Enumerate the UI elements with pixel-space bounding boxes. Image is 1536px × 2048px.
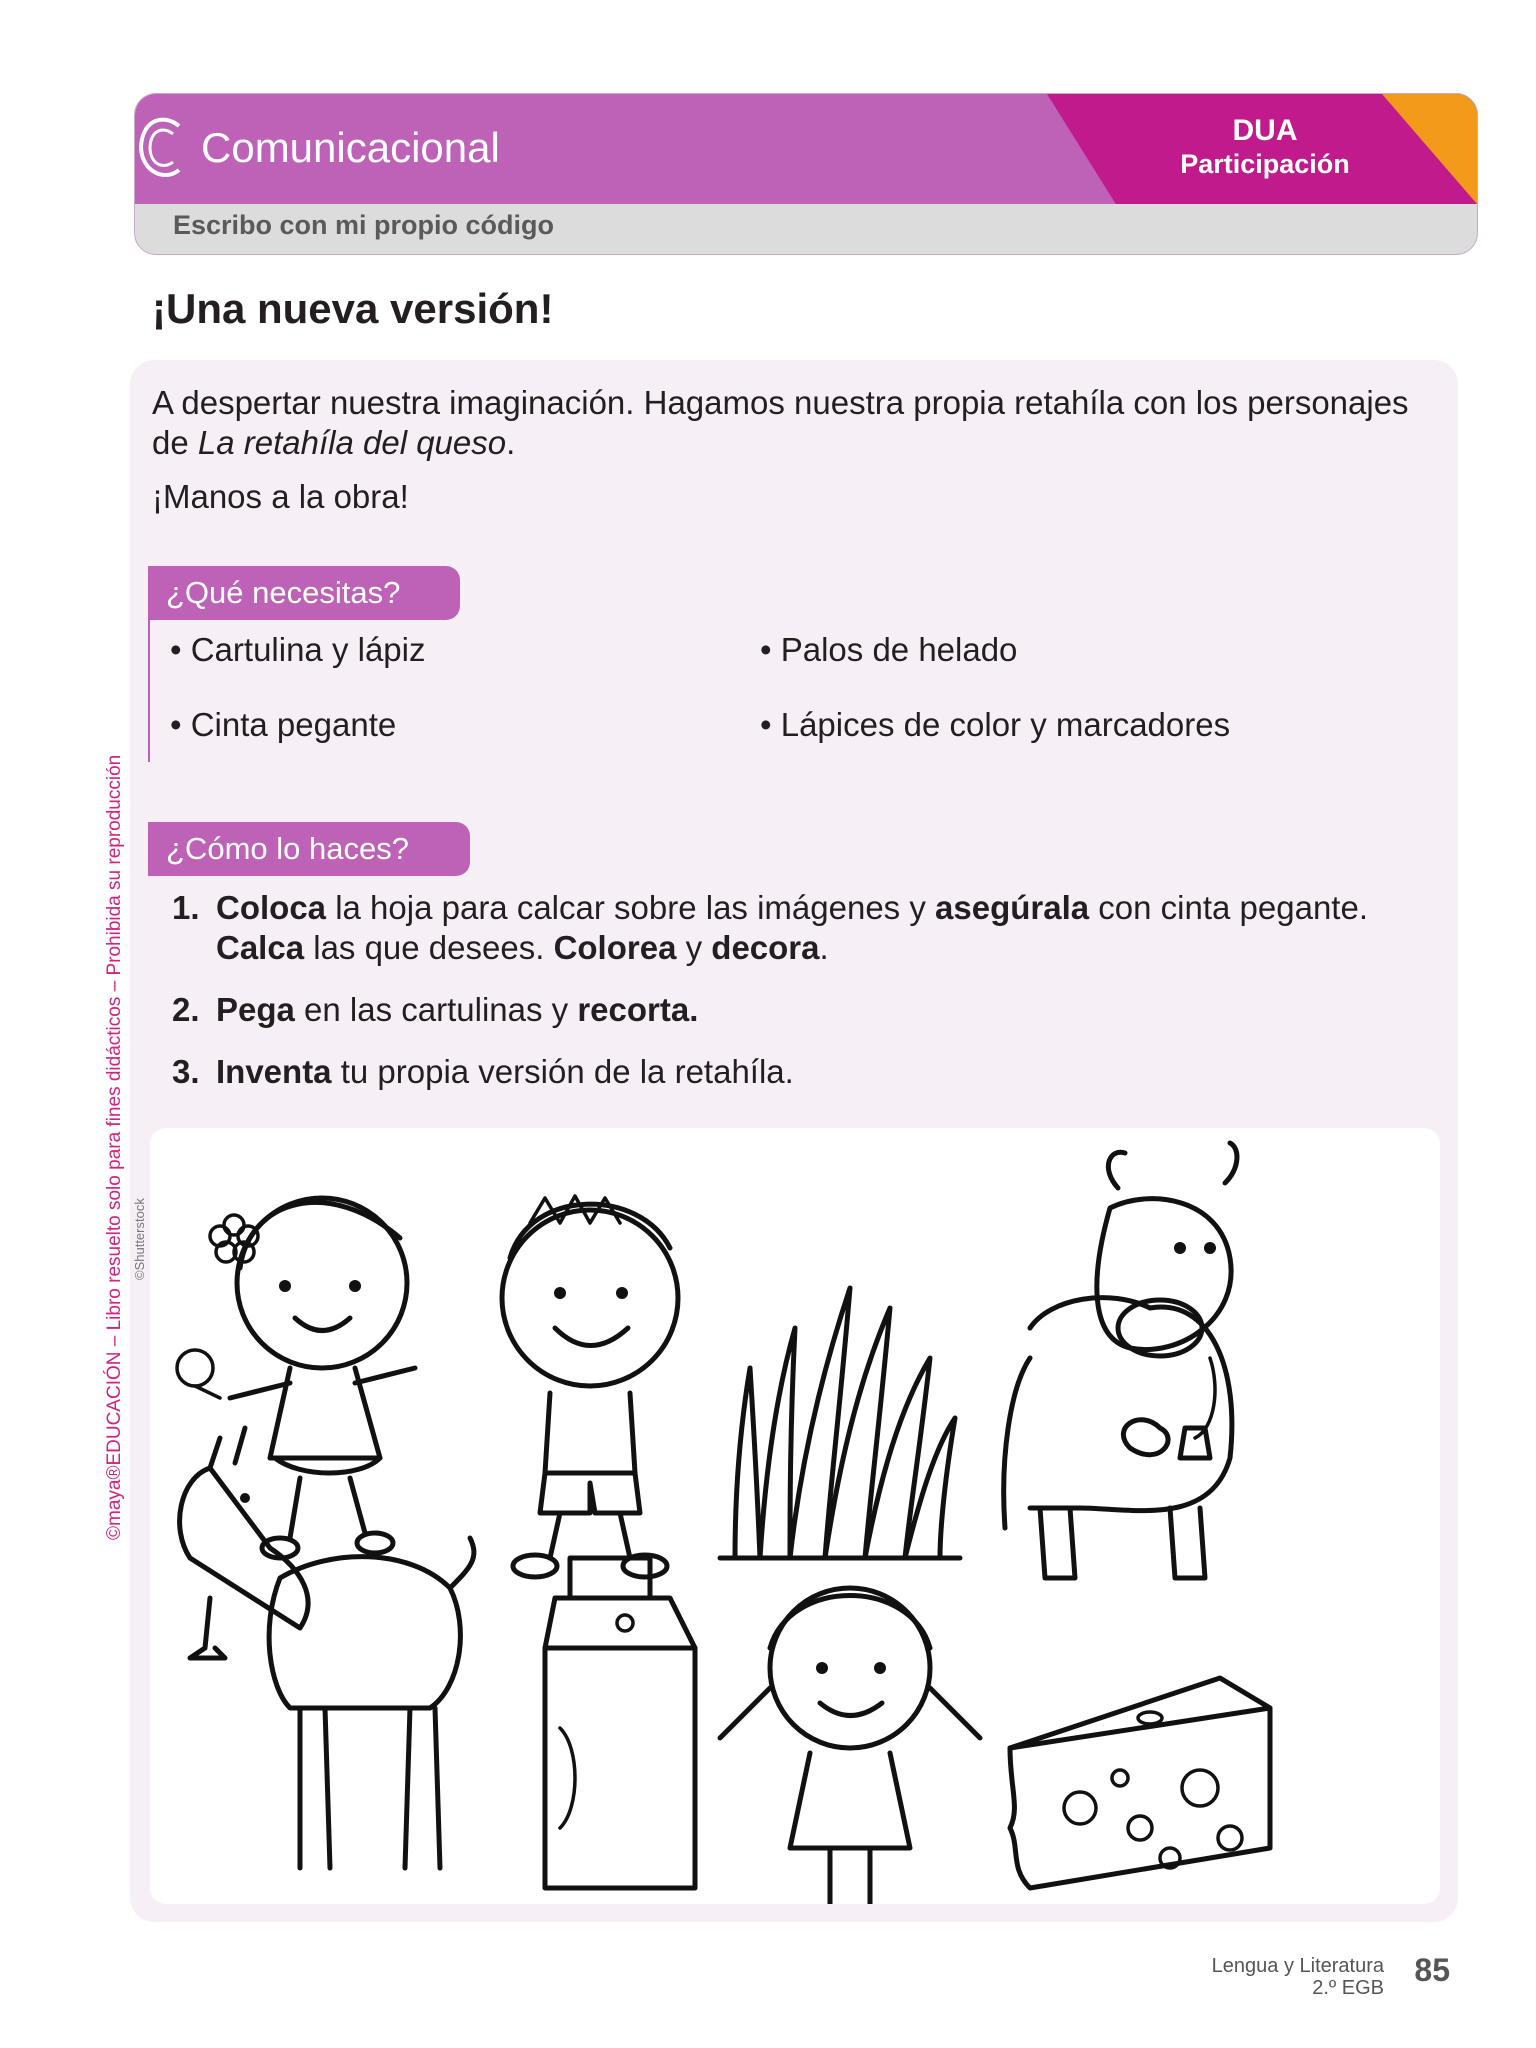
step-item bbox=[170, 888, 1410, 968]
grade-level: 2.º EGB bbox=[1312, 1977, 1384, 1999]
step-text: y bbox=[676, 929, 712, 966]
step-number: 1. bbox=[172, 889, 200, 926]
needs-heading: ¿Qué necesitas? bbox=[148, 566, 460, 620]
step-text: con cinta pegante. bbox=[1089, 889, 1368, 926]
step-item bbox=[170, 1052, 1410, 1092]
footer-subject bbox=[1212, 1955, 1384, 1999]
step-verb: Inventa bbox=[216, 1053, 332, 1090]
grass-image bbox=[720, 1288, 960, 1558]
intro-line-start: A despertar nuestra imaginación. Hagamos nuestra propia retahíla con los personajes de bbox=[152, 384, 1409, 461]
step-text: en las cartulinas y bbox=[294, 991, 578, 1028]
cow-image bbox=[1004, 1143, 1237, 1578]
boy-image bbox=[502, 1196, 678, 1577]
illustrations-panel bbox=[150, 1128, 1440, 1904]
copyright-notice: ©maya®EDUCACIÓN – Libro resuelto solo para fines didácticos – Prohibida su reproducción bbox=[104, 754, 125, 1540]
dua-subtitle: Participación bbox=[1180, 149, 1350, 179]
subject-name: Lengua y Literatura bbox=[1211, 1955, 1384, 1977]
intro-line-end: . bbox=[506, 424, 516, 461]
cheese-image bbox=[1010, 1678, 1270, 1888]
step-verb: Pega bbox=[216, 991, 295, 1028]
intro-text bbox=[152, 383, 1412, 531]
goat-image bbox=[180, 1428, 474, 1868]
intro-paragraph bbox=[152, 383, 1412, 463]
intro-cta: ¡Manos a la obra! bbox=[152, 478, 409, 515]
step-text: . bbox=[819, 929, 829, 966]
book-title: La retahíla del queso bbox=[197, 424, 507, 461]
illustration-canvas bbox=[150, 1128, 1440, 1904]
steps-heading: ¿Cómo lo haces? bbox=[148, 822, 470, 876]
girl-with-flower-image bbox=[177, 1198, 415, 1558]
girl-with-pigtails-image bbox=[720, 1588, 980, 1904]
step-verb: decora bbox=[711, 929, 820, 966]
step-verb: Coloca bbox=[216, 889, 327, 926]
section-header bbox=[134, 93, 1478, 255]
section-subtitle: Escribo con mi propio código bbox=[173, 210, 555, 240]
image-credit: ©Shutterstock bbox=[132, 1198, 147, 1280]
step-number: 3. bbox=[172, 1053, 200, 1090]
step-text: las que desees. bbox=[304, 929, 554, 966]
step-item bbox=[170, 990, 1410, 1030]
step-text: la hoja para calcar sobre las imágenes y bbox=[326, 889, 936, 926]
list-item: • Cartulina y lápiz bbox=[170, 631, 426, 668]
page-number: 85 bbox=[1414, 1952, 1450, 1988]
step-verb: Calca bbox=[216, 929, 305, 966]
step-verb: Colorea bbox=[553, 929, 677, 966]
list-item: • Palos de helado bbox=[760, 631, 1018, 668]
dua-label bbox=[1155, 114, 1375, 180]
steps-list bbox=[170, 888, 1410, 1114]
step-verb: asegúrala bbox=[935, 889, 1090, 926]
dua-title: DUA bbox=[1232, 114, 1298, 147]
step-number: 2. bbox=[172, 991, 200, 1028]
step-verb: recorta. bbox=[577, 991, 699, 1028]
milk-carton-image bbox=[545, 1558, 695, 1888]
step-text: tu propia versión de la retahíla. bbox=[331, 1053, 794, 1090]
section-title: Comunicacional bbox=[201, 124, 500, 171]
page-title: ¡Una nueva versión! bbox=[152, 285, 554, 332]
list-item: • Lápices de color y marcadores bbox=[760, 706, 1231, 743]
comunicacional-c-icon bbox=[135, 114, 185, 182]
list-item: • Cinta pegante bbox=[170, 706, 397, 743]
